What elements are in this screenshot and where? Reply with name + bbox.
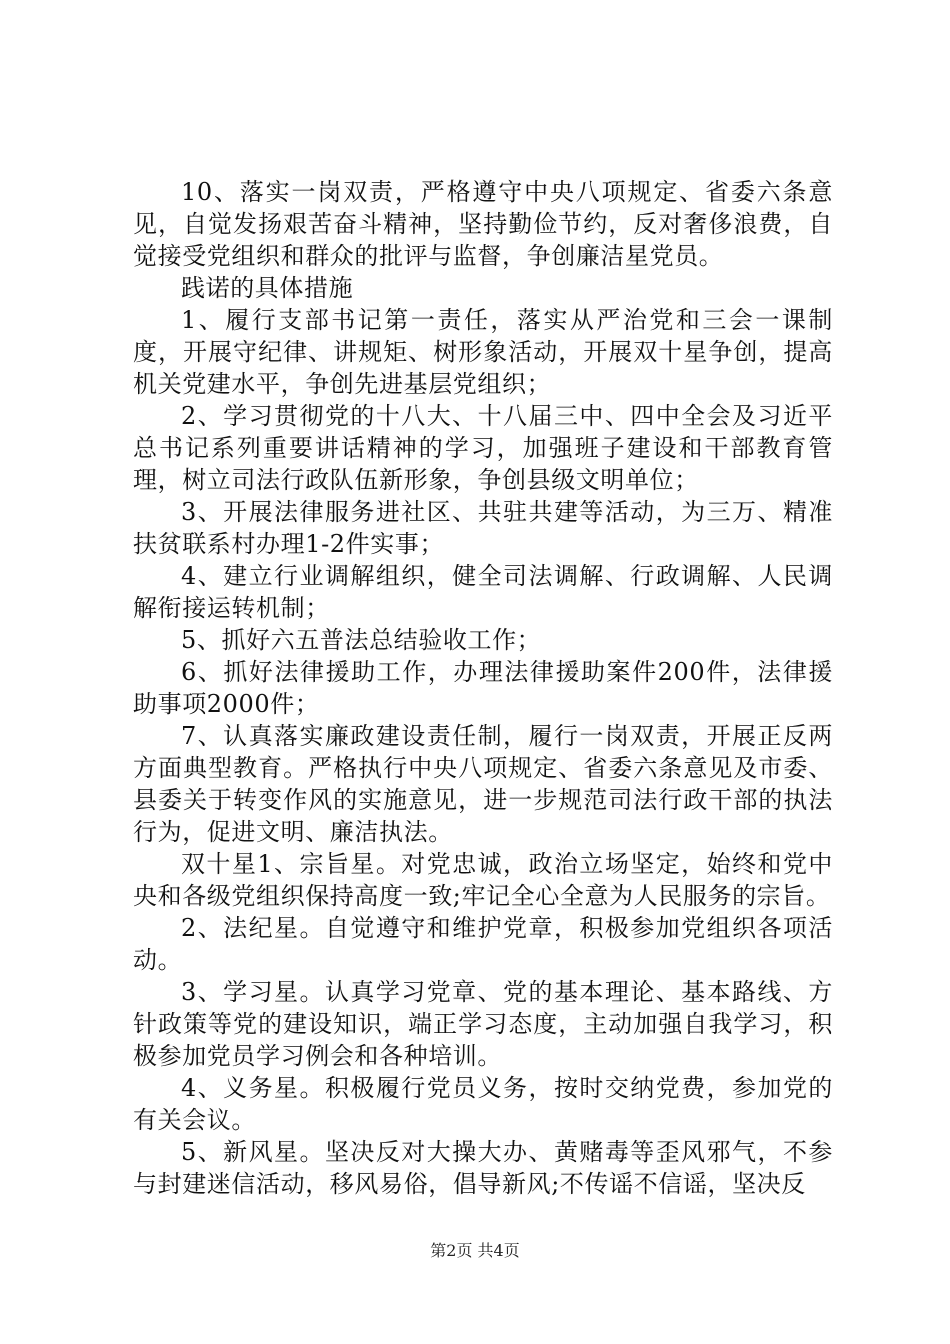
measure-item-6: 6、抓好法律援助工作，办理法律援助案件200件，法律援助事项2000件； — [133, 658, 833, 718]
measure-item-7: 7、认真落实廉政建设责任制，履行一岗双责，开展正反两方面典型教育。严格执行中央八项规定、省委六条意见及市委、县委关于转变作风的实施意见，进一步规范司法行政干部的执法行为，促进文明、廉洁执法。 — [133, 722, 833, 846]
star-item-3: 3、学习星。认真学习党章、党的基本理论、基本路线、方针政策等党的建设知识，端正学习态度，主动加强自我学习，积极参加党员学习例会和各种培训。 — [133, 978, 833, 1070]
paragraph-item-10: 10、落实一岗双责，严格遵守中央八项规定、省委六条意见，自觉发扬艰苦奋斗精神，坚持勤俭节约，反对奢侈浪费，自觉接受党组织和群众的批评与监督，争创廉洁星党员。 — [133, 178, 833, 270]
measure-item-2: 2、学习贯彻党的十八大、十八届三中、四中全会及习近平总书记系列重要讲话精神的学习，加强班子建设和干部教育管理，树立司法行政队伍新形象，争创县级文明单位； — [133, 402, 833, 494]
measure-item-1: 1、履行支部书记第一责任，落实从严治党和三会一课制度，开展守纪律、讲规矩、树形象活动，开展双十星争创，提高机关党建水平，争创先进基层党组织； — [133, 306, 833, 398]
star-item-1: 双十星1、宗旨星。对党忠诚，政治立场坚定，始终和党中央和各级党组织保持高度一致;牢记全心全意为人民服务的宗旨。 — [133, 850, 833, 910]
star-item-2: 2、法纪星。自觉遵守和维护党章，积极参加党组织各项活动。 — [133, 914, 833, 974]
star-item-5: 5、新风星。坚决反对大操大办、黄赌毒等歪风邪气，不参与封建迷信活动，移风易俗，倡导新风;不传谣不信谣，坚决反 — [133, 1138, 833, 1198]
measure-item-5: 5、抓好六五普法总结验收工作； — [181, 626, 542, 654]
star-item-4: 4、义务星。积极履行党员义务，按时交纳党费，参加党的有关会议。 — [133, 1074, 833, 1134]
document-body — [133, 176, 833, 1200]
measure-item-4: 4、建立行业调解组织，健全司法调解、行政调解、人民调解衔接运转机制； — [133, 562, 833, 622]
page-footer — [0, 1240, 950, 1262]
page-number-label: 第2页 共4页 — [430, 1241, 520, 1260]
measure-item-3: 3、开展法律服务进社区、共驻共建等活动，为三万、精准扶贫联系村办理1-2件实事； — [133, 498, 833, 558]
section-heading: 践诺的具体措施 — [181, 274, 354, 302]
